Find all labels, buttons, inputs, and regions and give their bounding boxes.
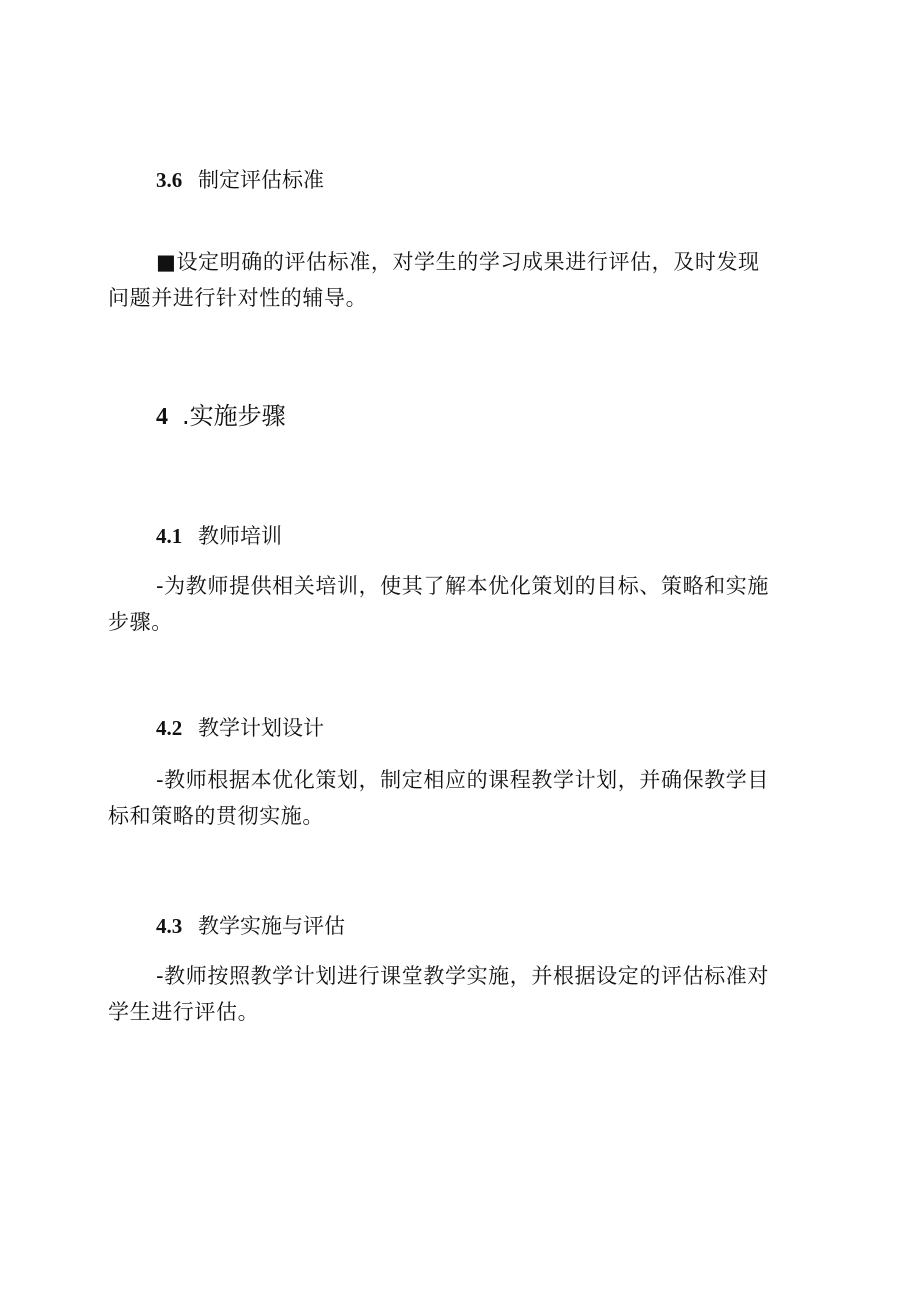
body-line: 标和策略的贯彻实施。 <box>108 804 324 828</box>
body-line: 步骤。 <box>108 610 173 634</box>
section-body-4-3 <box>108 958 808 1030</box>
section-title: 教师培训 <box>198 524 282 548</box>
section-title: 制定评估标准 <box>198 168 324 192</box>
body-line: ■设定明确的评估标准，对学生的学习成果进行评估，及时发现 <box>156 250 760 274</box>
chapter-number: 4 <box>156 404 168 430</box>
section-heading-4-2 <box>156 714 324 742</box>
chapter-title: .实施步骤 <box>182 402 286 430</box>
section-number: 4.3 <box>156 914 183 938</box>
section-body-3-6 <box>108 244 808 316</box>
body-line: -教师按照教学计划进行课堂教学实施，并根据设定的评估标准对 <box>156 964 769 988</box>
body-line: -为教师提供相关培训，使其了解本优化策划的目标、策略和实施 <box>156 574 769 598</box>
section-heading-4-3 <box>156 912 345 940</box>
chapter-heading-4 <box>156 400 286 433</box>
section-heading-3-6 <box>156 166 324 194</box>
section-number: 4.2 <box>156 716 183 740</box>
section-number: 3.6 <box>156 168 183 192</box>
section-title: 教学计划设计 <box>198 716 324 740</box>
body-line: -教师根据本优化策划，制定相应的课程教学计划，并确保教学目 <box>156 768 769 792</box>
section-body-4-2 <box>108 762 808 834</box>
body-line: 问题并进行针对性的辅导。 <box>108 286 368 310</box>
section-title: 教学实施与评估 <box>198 914 345 938</box>
body-line: 学生进行评估。 <box>108 1000 260 1024</box>
section-number: 4.1 <box>156 524 183 548</box>
section-heading-4-1 <box>156 522 282 550</box>
section-body-4-1 <box>108 568 808 640</box>
